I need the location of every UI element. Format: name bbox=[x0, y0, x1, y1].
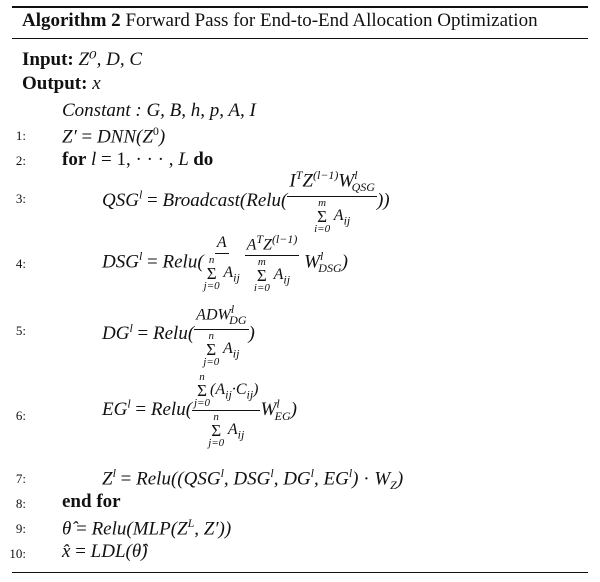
for-keyword: for bbox=[62, 149, 87, 170]
dsg-fraction-1: A n Σ j=0 $A_{ij}$ bbox=[203, 234, 240, 293]
line-number-7: 7: bbox=[15, 471, 26, 486]
dsg-fraction-2: $A^TZ^{(l-1)}$ m Σ i=0 $A_{ij}$ bbox=[246, 232, 298, 295]
algorithm-number: Algorithm 2 bbox=[22, 10, 121, 31]
end-for-keyword: end for bbox=[62, 491, 121, 512]
line-4-dsg-equation: DSG$^l$ = Relu( A n Σ j=0 $A_{ij}$ $A^TZ^{(l-1)}$ m Σ i=0 $A_{ij}$ $W^l_{DSG}$) bbox=[102, 232, 348, 295]
input-label: Input: bbox=[22, 49, 74, 70]
line-number-4: 4: bbox=[15, 256, 26, 271]
algorithm-caption bbox=[22, 10, 538, 32]
line-6-eg-equation: $EG^l$ = Relu( n Σ j=0 $(A_{ij}\cdot C_{ij})$ n Σ j=0 $A_{ij}$ $W^l_{EG}$) bbox=[102, 371, 297, 449]
line-number-8: 8: bbox=[15, 496, 26, 511]
line-number-9: 9: bbox=[15, 521, 26, 536]
output-label: Output: bbox=[22, 73, 88, 94]
line-number-10: 10: bbox=[9, 546, 26, 561]
line-9-theta-equation: θ̂ = $Relu(MLP(Z^L$, Z′)) bbox=[62, 516, 232, 540]
bottom-rule bbox=[12, 572, 588, 573]
output-line bbox=[22, 73, 101, 95]
caption-rule bbox=[12, 38, 588, 39]
top-rule bbox=[12, 6, 588, 8]
line-5-dg-equation: $DG^l$ = Relu( $ADW^l_{DG}$ n Σ j=0 $A_{ij}$ ) bbox=[102, 302, 255, 368]
line-number-1: 1: bbox=[15, 128, 26, 143]
line-2-for: for l = 1, · · · , L do bbox=[62, 149, 214, 170]
algorithm-title: Forward Pass for End-to-End Allocation Optimization bbox=[125, 10, 538, 31]
constant-text: Constant : G, B, h, p, A, I bbox=[62, 100, 256, 121]
line-8-end-for bbox=[62, 491, 121, 513]
eg-fraction: n Σ j=0 $(A_{ij}\cdot C_{ij})$ n Σ j=0 $A_{ij}$ bbox=[194, 371, 259, 449]
line-number-2: 2: bbox=[15, 153, 26, 168]
qsg-fraction: $I^TZ^{(l-1)}W^l_{QSG}$ m Σ i=0 $A_{ij}$ bbox=[289, 168, 375, 236]
line-10-x-equation: x̂ = LDL(θ̂) bbox=[62, 541, 148, 562]
line-number-6: 6: bbox=[15, 408, 26, 423]
line-3-qsg-equation: QSG$^l$ = Broadcast(Relu( $I^TZ^{(l-1)}W^l_{QSG}$ m Σ i=0 $A_{ij}$ )) bbox=[102, 168, 390, 236]
line-number-5: 5: bbox=[15, 323, 26, 338]
constant-line bbox=[62, 100, 256, 122]
dg-fraction: $ADW^l_{DG}$ n Σ j=0 $A_{ij}$ bbox=[196, 302, 247, 368]
line-number-3: 3: bbox=[15, 191, 26, 206]
line-7-z-equation: $Z^l$ = $Relu((QSG^l$, DSG$^l$, $DG^l$, $EG^l) \cdot W_Z$) bbox=[102, 466, 404, 493]
line-1-equation: $Z' = DNN(Z^0)$ bbox=[62, 124, 166, 148]
output-value: x bbox=[92, 73, 101, 94]
input-line bbox=[22, 48, 142, 71]
do-keyword: do bbox=[193, 149, 214, 170]
input-value: Z⁰, D, C bbox=[78, 49, 143, 70]
